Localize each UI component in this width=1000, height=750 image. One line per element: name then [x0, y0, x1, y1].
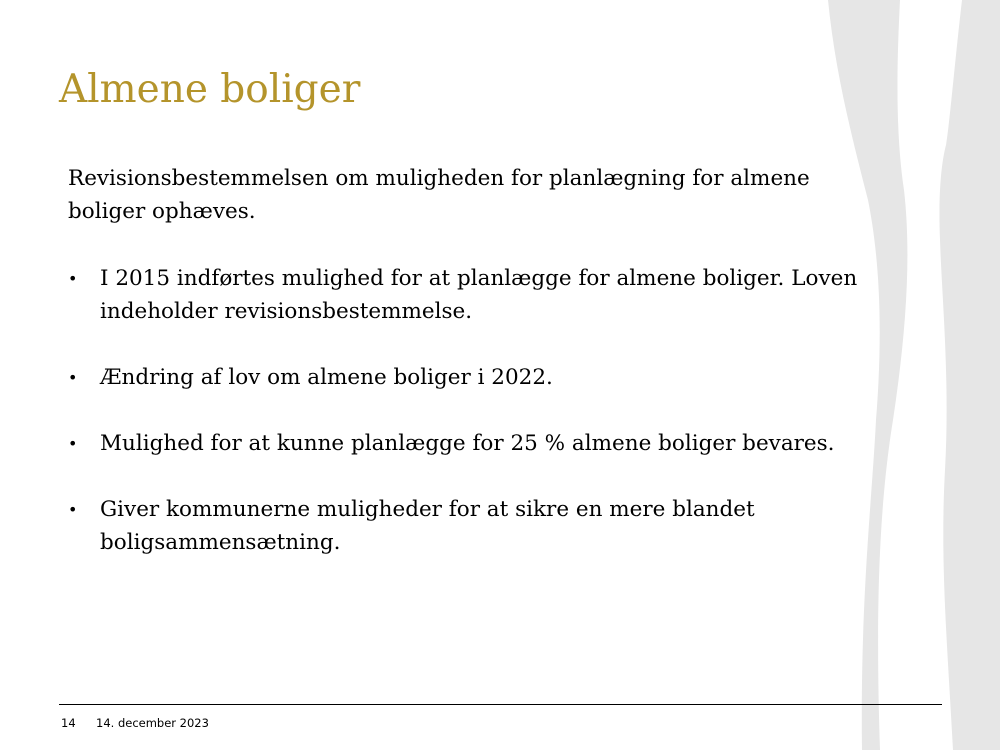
bullet-text: Mulighed for at kunne planlægge for 25 % almene boliger bevares. — [100, 431, 835, 456]
bullet-text: I 2015 indførtes mulighed for at planlægge for almene boliger. Loven indeholder revisionsbestemmelse. — [100, 266, 858, 324]
bullet-item — [68, 262, 888, 328]
bullet-list — [68, 262, 888, 559]
slide-content — [68, 162, 888, 592]
bullet-item — [68, 427, 888, 460]
footer-page-number: 14 — [61, 716, 76, 730]
bullet-dot-icon: • — [68, 368, 78, 387]
decor-shape-right — [939, 0, 1000, 750]
bullet-text: Giver kommunerne muligheder for at sikre en mere blandet boligsammensætning. — [100, 497, 755, 555]
slide-title: Almene boliger — [59, 67, 361, 112]
bullet-item — [68, 361, 888, 394]
footer-divider — [59, 704, 942, 705]
bullet-dot-icon: • — [68, 434, 78, 453]
footer-date: 14. december 2023 — [96, 716, 209, 730]
bullet-dot-icon: • — [68, 500, 78, 519]
bullet-item — [68, 493, 888, 559]
bullet-text: Ændring af lov om almene boliger i 2022. — [100, 365, 553, 390]
bullet-dot-icon: • — [68, 269, 78, 288]
intro-paragraph: Revisionsbestemmelsen om muligheden for planlægning for almene boliger ophæves. — [68, 166, 810, 224]
